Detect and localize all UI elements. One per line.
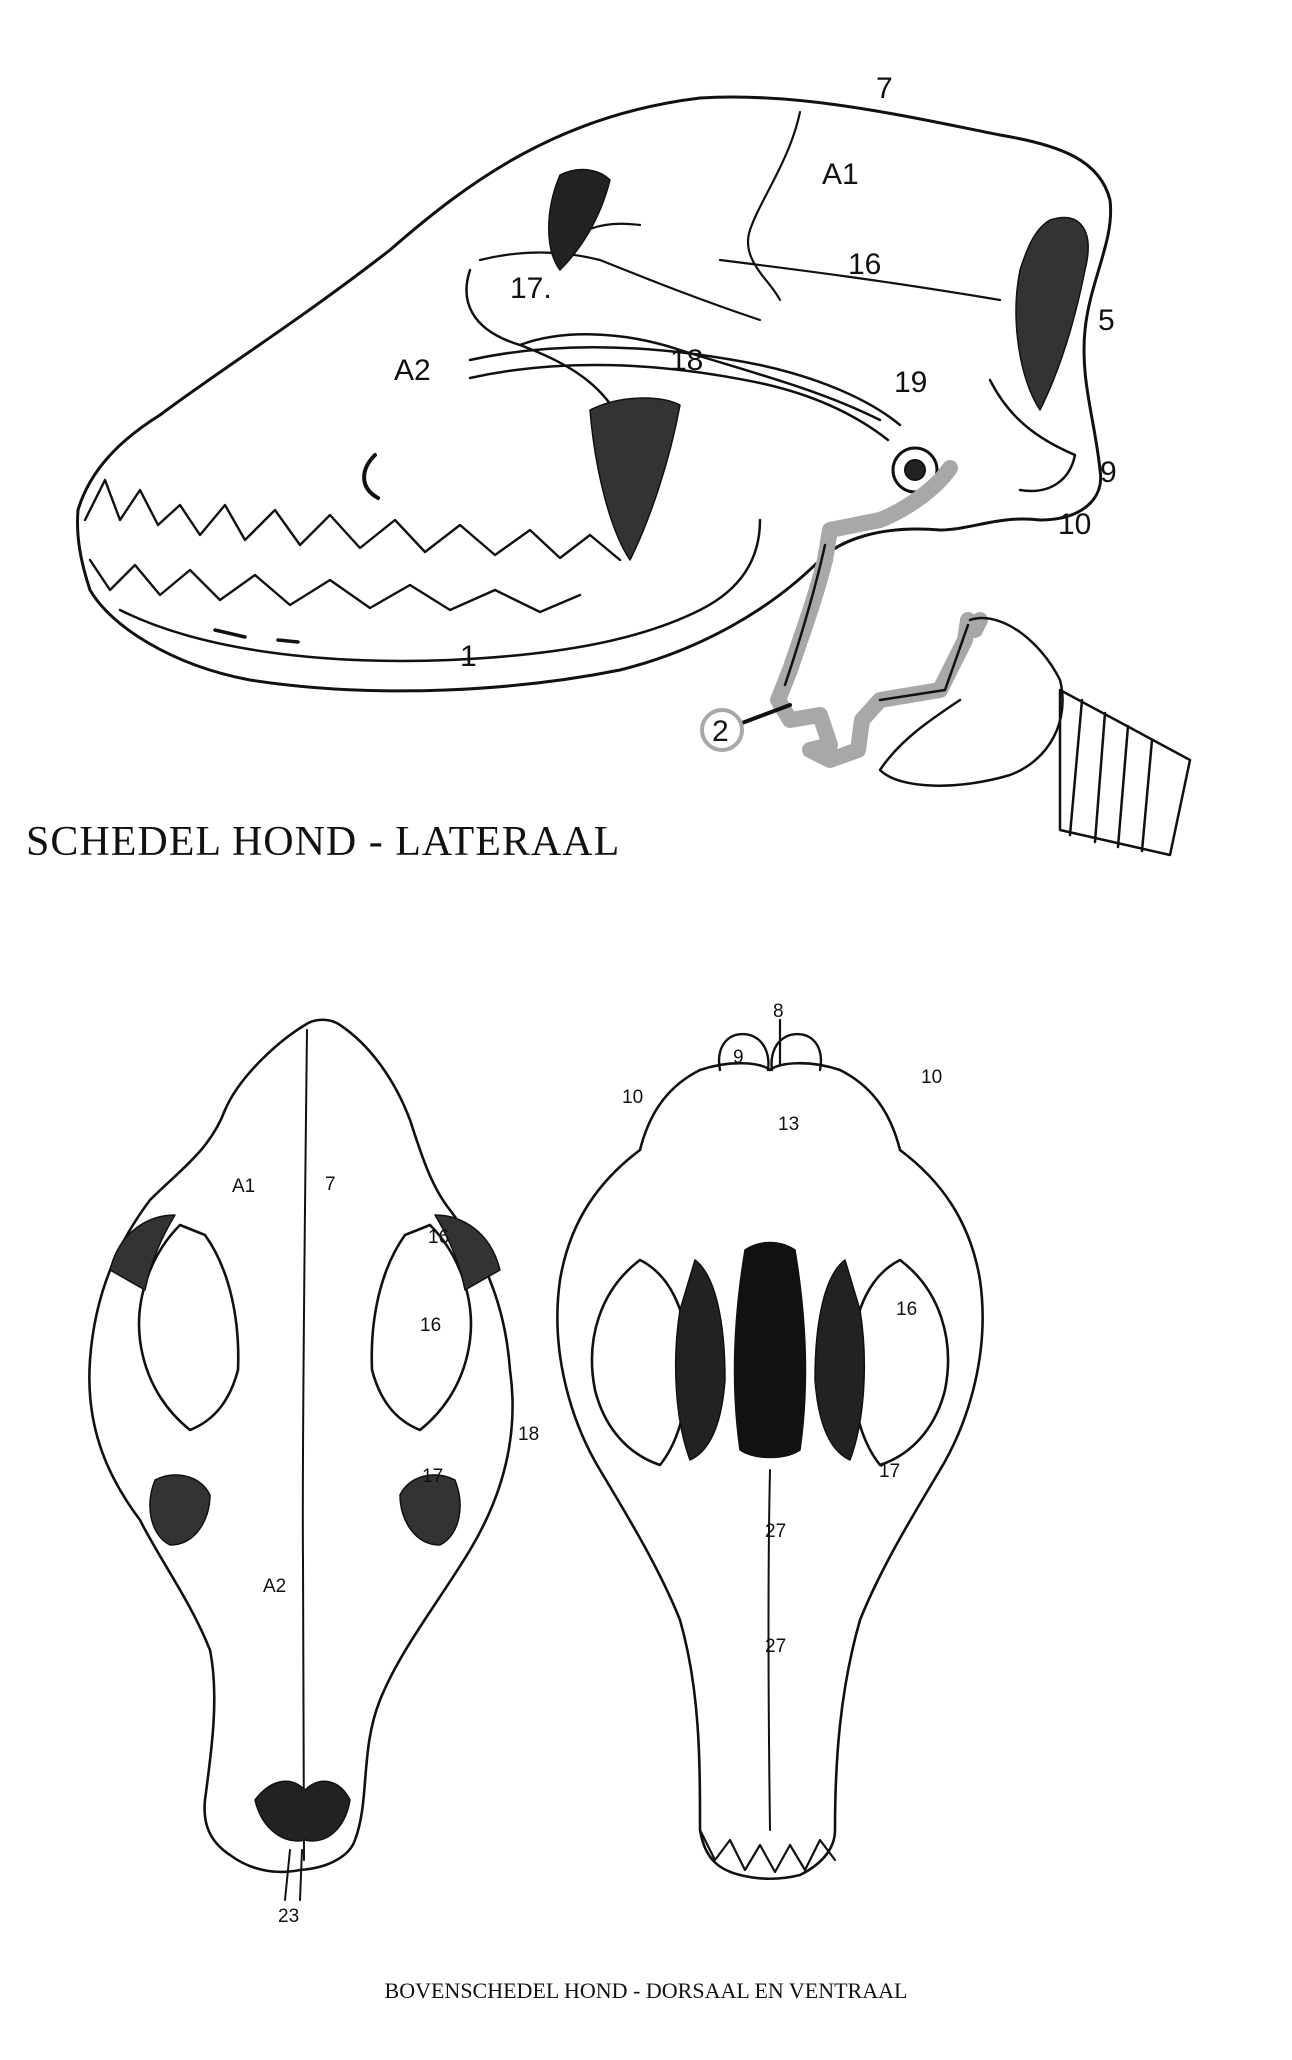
ventral-label-27a: 27 bbox=[765, 1521, 787, 1542]
dorsal-label-16a: 16 bbox=[428, 1227, 450, 1248]
dorsal-label-A1: A1 bbox=[232, 1176, 256, 1197]
lateral-label-16: 16 bbox=[848, 248, 882, 281]
lateral-label-1: 1 bbox=[460, 640, 477, 673]
lateral-trachea bbox=[1060, 690, 1190, 855]
lateral-label-5: 5 bbox=[1098, 304, 1115, 337]
ventral-label-13: 13 bbox=[778, 1114, 800, 1135]
lateral-label-A2: A2 bbox=[394, 354, 431, 387]
ventral-label-10a: 10 bbox=[622, 1087, 644, 1108]
ventral-label-17: 17 bbox=[879, 1461, 901, 1482]
ventral-right-orbit bbox=[852, 1260, 948, 1465]
lateral-mandible-marks bbox=[215, 630, 298, 642]
ventral-skull-drawing bbox=[557, 1020, 982, 1879]
lateral-canine-mark bbox=[364, 455, 378, 498]
dorsal-skull-outline bbox=[89, 1020, 512, 1872]
dorsal-label-7: 7 bbox=[325, 1174, 336, 1195]
dorsal-left-temporal-shade bbox=[110, 1215, 210, 1545]
dorsal-midline bbox=[303, 1030, 307, 1860]
lateral-label-17: 17. bbox=[510, 272, 552, 305]
lateral-view-title: SCHEDEL HOND - LATERAAL bbox=[26, 819, 621, 865]
ventral-left-orbit bbox=[592, 1260, 688, 1465]
lateral-skull-drawing bbox=[78, 97, 1111, 691]
ventral-shaded-palate bbox=[735, 1243, 806, 1458]
lateral-label-10: 10 bbox=[1058, 508, 1092, 541]
lateral-shaded-pterygoid bbox=[590, 398, 680, 560]
ventral-label-10b: 10 bbox=[921, 1067, 943, 1088]
lateral-upper-teeth bbox=[85, 480, 620, 560]
lateral-label-18: 18 bbox=[670, 344, 704, 377]
lateral-label-A1: A1 bbox=[822, 158, 859, 191]
lateral-label-9: 9 bbox=[1100, 456, 1117, 489]
dorsal-nasal-opening bbox=[255, 1781, 350, 1841]
lateral-hyoid-apparatus bbox=[702, 468, 1190, 855]
lateral-lower-teeth bbox=[90, 560, 580, 612]
dorsal-ventral-view-title: BOVENSCHEDEL HOND - DORSAAL EN VENTRAAL bbox=[384, 1978, 908, 2003]
dorsal-23-arrows bbox=[285, 1850, 302, 1900]
lateral-label-7: 7 bbox=[876, 72, 893, 105]
lateral-label-19: 19 bbox=[894, 366, 928, 399]
lateral-shaded-occipital bbox=[1016, 217, 1088, 410]
ventral-label-8: 8 bbox=[773, 1001, 784, 1022]
dorsal-label-17: 17 bbox=[422, 1466, 444, 1487]
dorsal-label-18: 18 bbox=[518, 1424, 540, 1445]
ventral-label-9: 9 bbox=[733, 1047, 744, 1068]
dorsal-label-A2: A2 bbox=[263, 1576, 287, 1597]
dorsal-label-23: 23 bbox=[278, 1906, 300, 1927]
dorsal-label-16b: 16 bbox=[420, 1315, 442, 1336]
ventral-label-16: 16 bbox=[896, 1299, 918, 1320]
ventral-label-27b: 27 bbox=[765, 1636, 787, 1657]
dorsal-skull-drawing bbox=[89, 1020, 512, 1900]
dorsal-right-temporal-shade bbox=[400, 1215, 500, 1545]
lateral-label-2: 2 bbox=[712, 715, 729, 748]
